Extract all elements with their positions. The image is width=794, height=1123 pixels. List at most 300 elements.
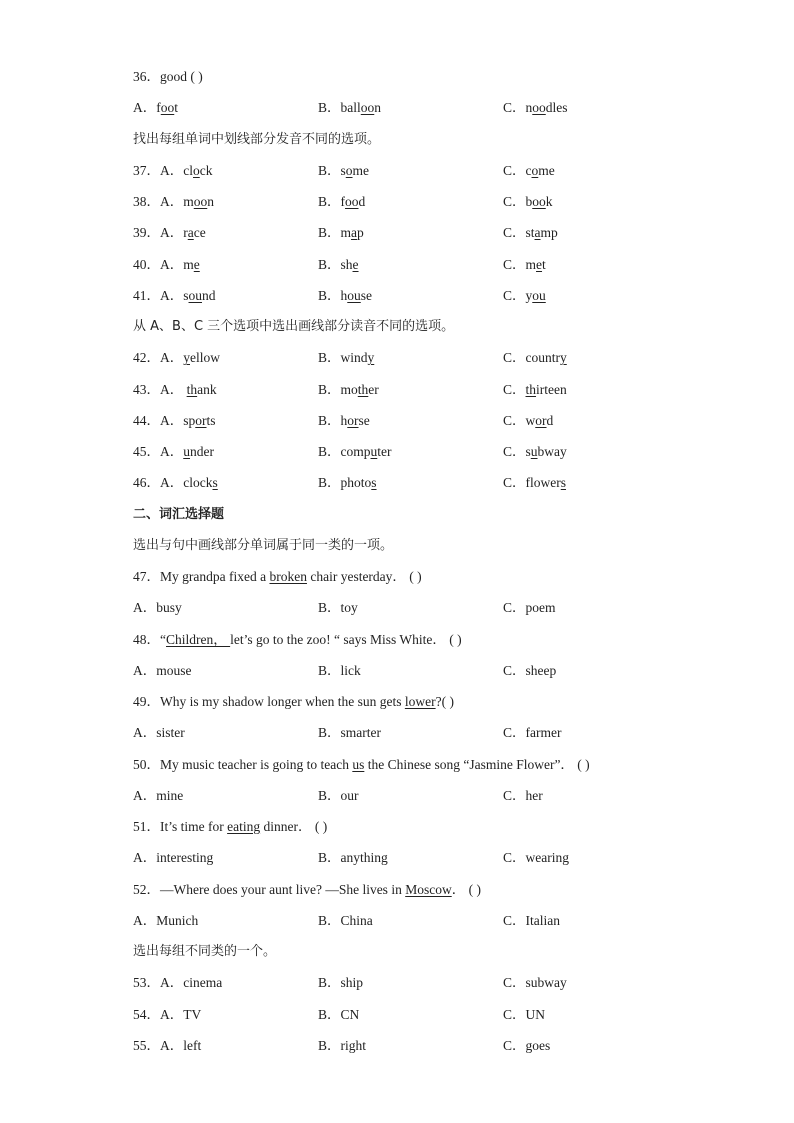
text-part: b [525,194,533,209]
text-part: st [525,225,535,241]
option-label: A． [160,475,184,491]
option-c [503,285,546,307]
option-b [318,254,359,276]
option-row [133,160,753,182]
option-c [503,972,567,994]
option-b [318,285,372,307]
question-number: 36． [133,69,160,84]
option-b [318,1004,359,1026]
question-number: 55． [133,1037,160,1053]
option-b [318,347,374,369]
text-part: farmer [525,725,562,741]
text-part: m [183,194,194,209]
option-a [133,410,216,432]
option-b [318,97,381,119]
text-part: f [156,100,161,116]
option-a [133,1035,201,1057]
text-part: ( ) [187,69,203,84]
option-c [503,191,553,213]
text-part: ter [377,444,392,459]
text-part: mp [540,225,558,241]
text-part: Italian [525,912,560,928]
option-b [318,222,364,244]
option-label: C． [503,725,526,741]
text-part: k [545,194,553,209]
option-b [318,441,392,463]
option-a [133,379,217,401]
option-label: B． [318,412,341,428]
text-part: dinner． ( ) [260,819,328,834]
text-part: ellow [190,350,220,366]
text-part: c [525,162,532,178]
question-stem [133,629,753,651]
text-part: sister [156,725,185,741]
text-part: n [525,100,533,116]
text-part: s [525,444,531,459]
option-label: C． [503,100,526,116]
option-label: A． [160,1037,184,1053]
underlined-part: oo [193,194,208,209]
option-c [503,222,558,244]
text-part: t [174,100,179,116]
underlined-part: oo [532,194,546,209]
text-part: —Where does your aunt live? —She lives in [160,881,406,897]
option-row [133,972,753,994]
option-label: A． [133,850,157,866]
instruction-text: 从 A、B、C 三个选项中选出画线部分读音不同的选项。 [133,319,455,334]
text-part: My music teacher is going to teach [160,756,353,772]
underlined-part: e [193,256,200,272]
question-stem [133,66,753,88]
text-part: m [340,225,352,241]
question-number: 40． [133,256,160,272]
underlined-part: us [352,756,365,772]
text-part: ck [199,162,213,178]
underlined-part: e [352,256,359,272]
option-label: C． [503,787,526,803]
option-label: B． [318,287,341,303]
underlined-part: or [195,412,207,428]
underlined-part: s [560,475,567,491]
option-a [133,160,213,182]
text-part: dles [545,100,568,116]
option-b [318,472,377,494]
text-part: goes [525,1037,551,1053]
text-part: er [368,381,379,397]
text-part: nd [202,287,216,303]
text-part: w [525,412,536,428]
underlined-part: u [370,444,378,459]
instruction-text: 选出每组不同类的一个。 [133,944,277,959]
option-label: B． [318,975,341,991]
option-c [503,785,543,807]
option-label: B． [318,381,341,397]
text-part: subway [525,975,567,991]
option-row [133,379,753,401]
option-a [133,660,192,682]
text-part: r [183,225,188,241]
option-label: B． [318,350,341,366]
text-part: mine [156,787,184,803]
option-a [133,441,214,463]
option-c [503,472,566,494]
question-number: 50． [133,756,160,772]
text-part: TV [183,1006,202,1022]
option-label: C． [503,1006,526,1022]
question-number: 52． [133,881,160,897]
option-a [133,785,183,807]
option-label: B． [318,787,341,803]
text-part: ?( ) [435,694,454,709]
option-row [133,1035,753,1057]
option-label: A． [133,662,157,678]
underlined-part: Moscow [405,881,452,897]
underlined-part: a [351,225,358,241]
option-row [133,847,753,869]
option-b [318,1035,366,1057]
option-a [133,472,218,494]
option-label: C． [503,975,526,991]
instruction-text: 选出与句中画线部分单词属于同一类的一项。 [133,537,394,553]
option-label: A． [160,1006,184,1022]
question-number: 51． [133,819,160,834]
text-part: irteen [536,381,567,397]
underlined-part: y [367,350,375,366]
option-label: B． [318,225,341,241]
text-part: “ [160,631,166,647]
underlined-part: th [357,381,369,397]
text-part: anything [340,850,388,866]
text-part: CN [340,1006,360,1022]
underlined-part: or [347,412,359,428]
question-number: 46． [133,475,160,491]
option-label: A． [133,725,157,741]
text-part: right [340,1037,367,1053]
underlined-part: Children， [166,631,231,647]
text-part: countr [525,350,561,366]
underlined-part: y [183,350,190,366]
underlined-part: u [183,444,190,459]
underlined-part: th [525,381,537,397]
text-part: sp [183,412,196,428]
option-b [318,722,381,744]
option-c [503,910,560,932]
option-b [318,410,370,432]
underlined-part: e [536,256,543,272]
text-part: interesting [156,850,214,866]
option-c [503,410,553,432]
option-row [133,441,753,463]
option-row [133,347,753,369]
option-label: A． [160,225,184,241]
option-a [133,972,222,994]
option-a [133,910,198,932]
option-row [133,597,753,619]
question-number: 38． [133,194,160,209]
option-c [503,441,567,463]
option-label: C． [503,256,526,272]
option-a [133,285,216,307]
option-c [503,379,567,401]
option-b [318,785,359,807]
option-label: A． [160,350,184,366]
option-c [503,1004,545,1026]
text-part: nder [190,444,214,459]
underlined-part: oo [160,100,175,116]
text-part: me [352,162,370,178]
option-a [133,97,178,119]
option-label: A． [160,444,184,459]
text-part: ． ( ) [451,881,481,897]
option-row [133,1004,753,1026]
option-row [133,660,753,682]
text-part: smarter [340,725,381,741]
option-label: A． [160,975,184,991]
text-part: China [340,912,373,928]
underlined-part: o [531,162,539,178]
option-b [318,160,369,182]
underlined-part: o [345,162,353,178]
option-a [133,347,220,369]
text-part: flower [525,475,561,491]
option-b [318,660,361,682]
question-number: 45． [133,444,160,459]
option-c [503,722,562,744]
text-part: It’s time for [160,819,228,834]
underlined-part: ou [188,287,203,303]
text-part: chair yesterday． ( ) [306,569,422,584]
text-part: cinema [183,975,223,991]
option-b [318,379,379,401]
option-label: C． [503,162,526,178]
text-part: clock [183,475,213,491]
option-row [133,285,753,307]
option-label: A． [160,381,184,397]
text-part: ship [340,975,364,991]
question-number: 44． [133,412,160,428]
text-part: mouse [156,662,192,678]
question-number: 42． [133,350,160,366]
option-label: B． [318,850,341,866]
text-part: toy [340,600,358,616]
option-c [503,847,569,869]
option-row [133,410,753,432]
option-a [133,722,185,744]
option-label: A． [133,600,157,616]
option-label: B． [318,162,341,178]
text-part: the Chinese song “Jasmine Flower”． ( ) [364,756,590,772]
underlined-part: oo [532,100,546,116]
question-stem [133,816,753,838]
option-c [503,660,556,682]
text-part: good [160,69,187,84]
question-stem [133,879,753,901]
underlined-part: o [193,162,200,178]
text-part: comp [340,444,371,459]
text-part: left [183,1037,202,1053]
section-heading: 二、词汇选择题 [133,506,225,522]
option-label: A． [133,100,157,116]
option-label: A． [160,412,184,428]
question-number: 43． [133,381,160,397]
option-label: C． [503,600,526,616]
option-c [503,97,568,119]
option-label: C． [503,225,526,241]
option-row [133,910,753,932]
option-label: C． [503,287,526,303]
text-part: cl [183,162,193,178]
option-label: C． [503,912,526,928]
option-label: C． [503,662,526,678]
text-part: Why is my shadow longer when the sun gets [160,694,405,709]
text-part: m [183,256,194,272]
option-a [133,1004,201,1026]
text-part: f [340,194,346,209]
text-part: h [340,287,348,303]
option-label: A． [160,287,184,303]
question-stem [133,566,753,588]
option-b [318,847,388,869]
option-label: B． [318,475,341,491]
text-part: sheep [525,662,557,678]
question-number: 48． [133,631,160,647]
option-label: A． [133,787,157,803]
option-label: B． [318,1037,341,1053]
text-part: s [183,287,189,303]
text-part: photo [340,475,372,491]
underlined-part: oo [360,100,375,116]
underlined-part: s [212,475,218,491]
option-label: B． [318,600,341,616]
option-row [133,254,753,276]
text-part: d [358,194,366,209]
text-part: se [360,287,373,303]
option-label: C． [503,381,526,397]
text-part: ank [197,381,217,397]
underlined-part: ou [532,287,546,303]
question-stem [133,754,753,776]
text-part: bway [537,444,567,459]
option-c [503,347,567,369]
option-row [133,722,753,744]
option-row [133,222,753,244]
option-label: A． [160,256,184,272]
option-label: A． [133,912,157,928]
text-part: mo [340,381,358,397]
option-b [318,597,358,619]
underlined-part: ou [347,287,361,303]
question-number: 54． [133,1006,160,1022]
text-part: Munich [156,912,199,928]
option-row [133,472,753,494]
option-label: B． [318,725,341,741]
text-part: t [542,256,546,272]
option-row [133,785,753,807]
option-label: C． [503,412,526,428]
text-part: wearing [525,850,569,866]
option-label: C． [503,850,526,866]
underlined-part: s [371,475,377,491]
text-part: let’s go to the zoo! “ says Miss White． ( ) [230,631,462,647]
option-a [133,254,200,276]
text-part: our [340,787,359,803]
text-part: m [525,256,537,272]
text-part: ts [206,412,216,428]
text-part: d [546,412,554,428]
underlined-part: or [535,412,547,428]
option-row [133,97,753,119]
text-part: lick [340,662,361,678]
question-number: 41． [133,287,160,303]
underlined-part: oo [345,194,359,209]
text-part: y [525,287,533,303]
option-c [503,1035,550,1057]
option-label: A． [160,162,184,178]
option-c [503,597,556,619]
text-part: s [340,162,346,178]
option-label: B． [318,256,341,272]
text-part: her [525,787,543,803]
text-part: My grandpa fixed a [160,569,270,584]
option-label: C． [503,444,526,459]
option-row [133,191,753,213]
option-label: C． [503,350,526,366]
question-number: 37． [133,162,160,178]
underlined-part: a [534,225,541,241]
option-b [318,191,365,213]
question-number: 53． [133,975,160,991]
underlined-part: u [530,444,538,459]
option-label: B． [318,662,341,678]
text-part: p [357,225,364,241]
option-label: B． [318,194,341,209]
text-part: busy [156,600,182,616]
option-label: C． [503,475,526,491]
question-number: 39． [133,225,160,241]
question-number: 47． [133,569,160,584]
question-stem [133,691,753,713]
option-label: B． [318,100,341,116]
option-a [133,191,214,213]
underlined-part: a [187,225,194,241]
underlined-part: y [560,350,567,366]
option-a [133,222,206,244]
text-part: n [207,194,215,209]
option-b [318,972,363,994]
question-number: 49． [133,694,160,709]
option-label: B． [318,1006,341,1022]
text-part: me [538,162,555,178]
option-label: B． [318,912,341,928]
option-c [503,160,555,182]
option-b [318,910,373,932]
option-label: C． [503,194,526,209]
text-part: se [358,412,370,428]
option-a [133,597,182,619]
text-part: ce [193,225,206,241]
instruction-text: 找出每组单词中划线部分发音不同的选项。 [133,131,381,147]
option-label: C． [503,1037,526,1053]
option-label: B． [318,444,341,459]
text-part: h [340,412,348,428]
text-part: n [374,100,382,116]
option-label: A． [160,194,184,209]
underlined-part: broken [269,569,307,584]
text-part: ball [340,100,361,116]
text-part: wind [340,350,368,366]
underlined-part: th [186,381,198,397]
text-part: UN [525,1006,546,1022]
